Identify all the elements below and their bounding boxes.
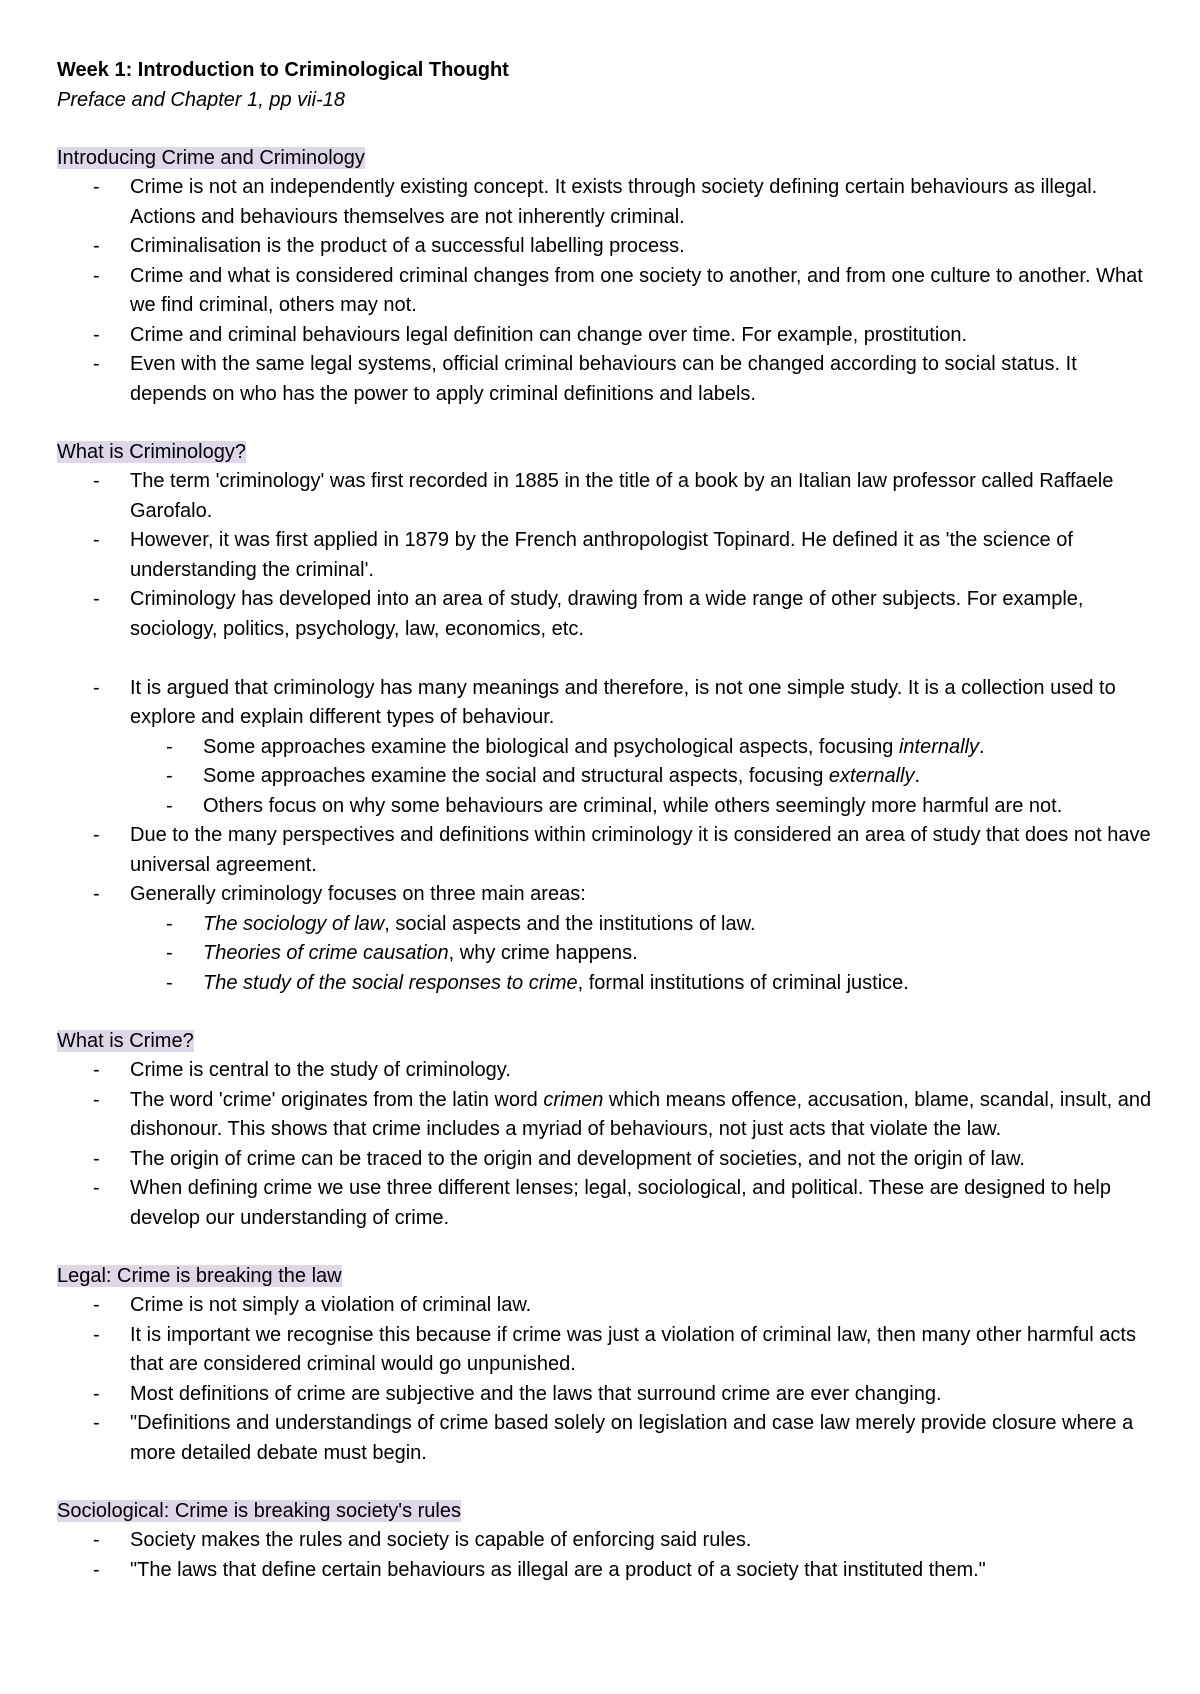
sub-list-item: - Others focus on why some behaviours are criminal, while others seemingly more harmful are not. xyxy=(57,792,1157,822)
list-item: - The term 'criminology' was first recorded in 1885 in the title of a book by an Italian law professor called Raffaele Garofalo. xyxy=(57,467,1157,526)
document-subtitle: Preface and Chapter 1, pp vii-18 xyxy=(57,89,345,111)
list-item: - Crime is not simply a violation of criminal law. xyxy=(57,1291,1157,1321)
list-item: - Generally criminology focuses on three main areas: xyxy=(57,880,1157,910)
list-item: - Most definitions of crime are subjective and the laws that surround crime are ever changing. xyxy=(57,1380,1157,1410)
bullet-list xyxy=(57,1056,1157,1233)
list-item: - Crime and what is considered criminal changes from one society to another, and from one culture to another. What we find criminal, others may not. xyxy=(57,262,1157,321)
list-item: - When defining crime we use three different lenses; legal, sociological, and political. These are designed to help develop our understanding of crime. xyxy=(57,1174,1157,1233)
list-item: - Due to the many perspectives and definitions within criminology it is considered an area of study that does not have universal agreement. xyxy=(57,821,1157,880)
section-heading: What is Crime? xyxy=(57,1030,194,1052)
document-title: Week 1: Introduction to Criminological Thought xyxy=(57,59,509,81)
section-introducing-crime xyxy=(57,144,1157,409)
list-item: - Crime is not an independently existing concept. It exists through society defining certain behaviours as illegal. Actions and behaviours themselves are not inherently criminal. xyxy=(57,173,1157,232)
sub-list-item: - Some approaches examine the social and structural aspects, focusing externally. xyxy=(57,762,1157,792)
section-heading: What is Criminology? xyxy=(57,441,246,463)
list-item: - Crime is central to the study of criminology. xyxy=(57,1056,1157,1086)
sub-list-item: - The study of the social responses to crime, formal institutions of criminal justice. xyxy=(57,969,1157,999)
list-item: - Crime and criminal behaviours legal definition can change over time. For example, prostitution. xyxy=(57,321,1157,351)
list-item: - Society makes the rules and society is capable of enforcing said rules. xyxy=(57,1526,1157,1556)
sub-list-item: - Theories of crime causation, why crime happens. xyxy=(57,939,1157,969)
section-what-is-criminology xyxy=(57,438,1157,998)
section-heading: Sociological: Crime is breaking society's rules xyxy=(57,1500,461,1522)
sub-list-item: - Some approaches examine the biological and psychological aspects, focusing internally. xyxy=(57,733,1157,763)
section-heading: Introducing Crime and Criminology xyxy=(57,147,365,169)
list-item: - The origin of crime can be traced to the origin and development of societies, and not the origin of law. xyxy=(57,1145,1157,1175)
section-heading: Legal: Crime is breaking the law xyxy=(57,1265,342,1287)
list-item: - Criminology has developed into an area of study, drawing from a wide range of other subjects. For example, sociology, politics, psychology, law, economics, etc. xyxy=(57,585,1157,644)
list-item: - However, it was first applied in 1879 by the French anthropologist Topinard. He defined it as 'the science of understanding the criminal'. xyxy=(57,526,1157,585)
list-item: - It is argued that criminology has many meanings and therefore, is not one simple study. It is a collection used to explore and explain different types of behaviour. xyxy=(57,674,1157,733)
list-item: - Even with the same legal systems, official criminal behaviours can be changed according to social status. It depends on who has the power to apply criminal definitions and labels. xyxy=(57,350,1157,409)
sub-list-item: - The sociology of law, social aspects and the institutions of law. xyxy=(57,910,1157,940)
list-item: - Criminalisation is the product of a successful labelling process. xyxy=(57,232,1157,262)
bullet-list xyxy=(57,173,1157,409)
list-item: - The word 'crime' originates from the latin word crimen which means offence, accusation, blame, scandal, insult, and dishonour. This shows that crime includes a myriad of behaviours, not just acts that violate the law. xyxy=(57,1086,1157,1145)
list-item: - "Definitions and understandings of crime based solely on legislation and case law merely provide closure where a more detailed debate must begin. xyxy=(57,1409,1157,1468)
document-page xyxy=(57,55,1157,1614)
bullet-list xyxy=(57,1291,1157,1468)
bullet-list xyxy=(57,467,1157,998)
section-what-is-crime xyxy=(57,1027,1157,1233)
bullet-list xyxy=(57,1526,1157,1585)
list-item: - "The laws that define certain behaviours as illegal are a product of a society that instituted them." xyxy=(57,1556,1157,1586)
section-legal xyxy=(57,1262,1157,1468)
list-item: - It is important we recognise this because if crime was just a violation of criminal law, then many other harmful acts that are considered criminal would go unpunished. xyxy=(57,1321,1157,1380)
section-sociological xyxy=(57,1497,1157,1585)
